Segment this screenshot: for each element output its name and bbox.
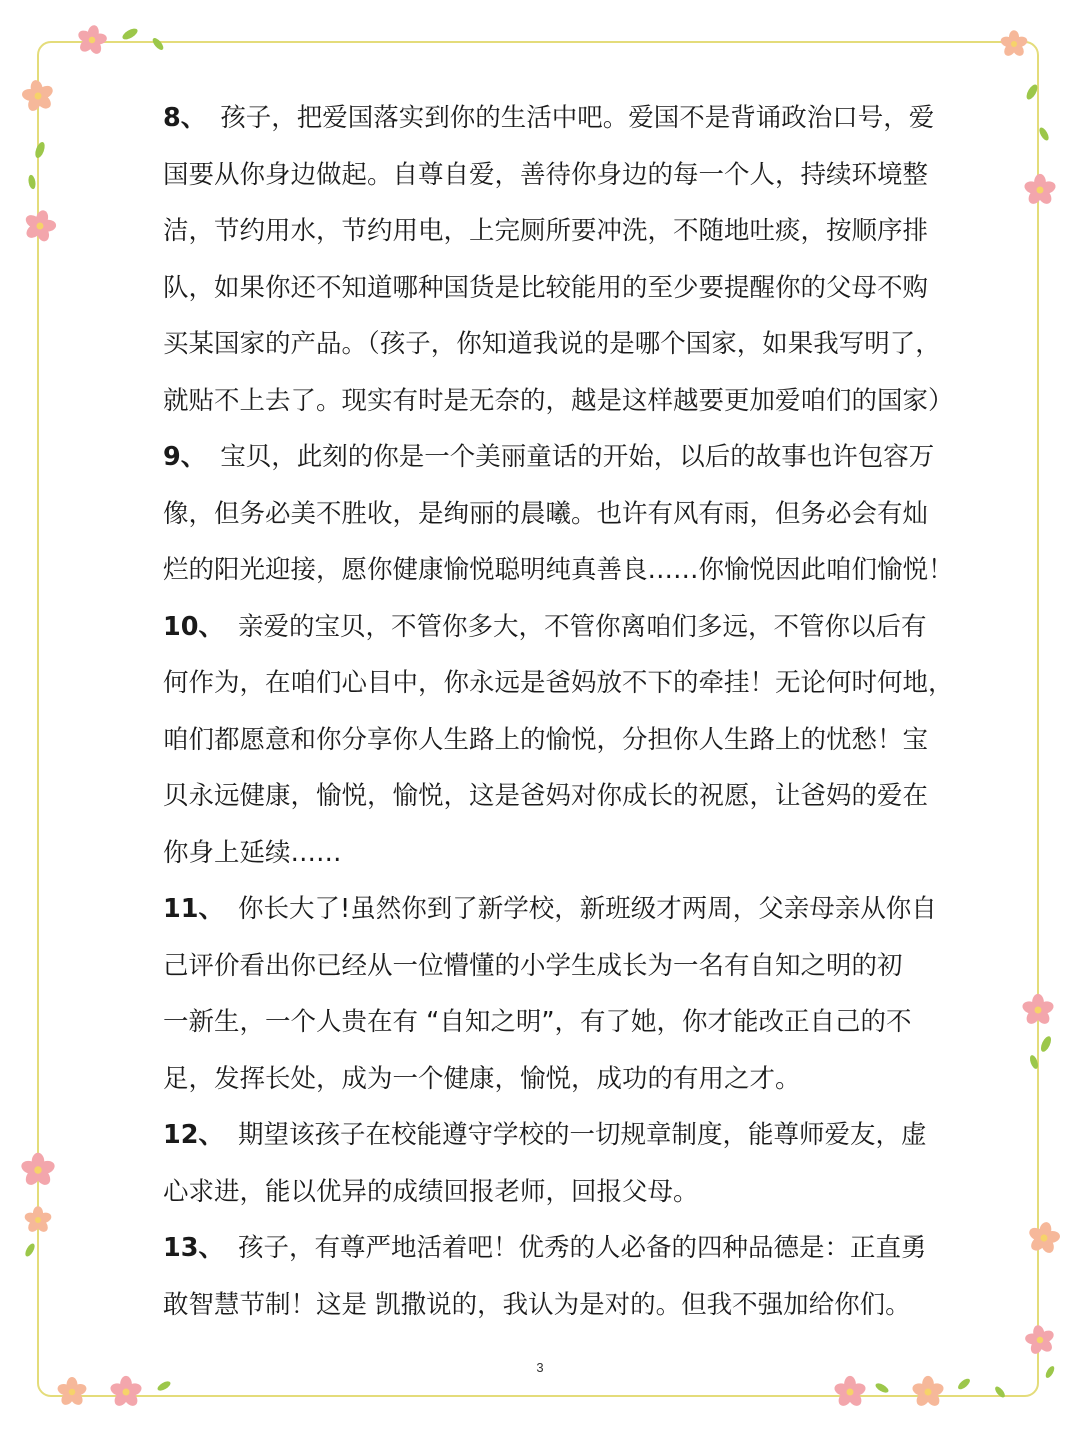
item-number: 13、 xyxy=(163,1233,224,1263)
leaf-icon xyxy=(956,1377,971,1391)
leaf-icon xyxy=(33,141,46,159)
text-line: 12、 期望该孩子在校能遵守学校的一切规章制度，能尊师爱友，虚 xyxy=(163,1120,927,1150)
leaf-icon xyxy=(874,1381,890,1394)
text-line: 你身上延续…… xyxy=(163,837,342,868)
text-line: 像，但务必美不胜收，是绚丽的晨曦。也许有风有雨，但务必会有灿 xyxy=(163,498,929,529)
flower-icon xyxy=(1021,994,1055,1027)
flower-icon xyxy=(19,206,61,246)
flower-icon xyxy=(23,1206,52,1234)
flower-icon xyxy=(911,1376,945,1409)
text-line: 烂的阳光迎接，愿你健康愉悦聪明纯真善良……你愉悦因此咱们愉悦！ xyxy=(163,555,954,585)
text-line: 队，如果你还不知道哪种国货是比较能用的至少要提醒你的父母不购 xyxy=(163,272,929,303)
flower-icon xyxy=(999,30,1028,58)
flower-icon xyxy=(833,1376,867,1409)
text-line: 11、 你长大了!虽然你到了新学校，新班级才两周，父亲母亲从你自 xyxy=(163,894,937,924)
leaf-icon xyxy=(1037,126,1050,142)
leaf-icon xyxy=(1024,83,1039,101)
text-line: 心求进，能以优异的成绩回报老师，回报父母。 xyxy=(163,1176,699,1207)
text-line: 何作为，在咱们心目中，你永远是爸妈放不下的牵挂！无论何时何地， xyxy=(163,668,954,698)
text-line: 8、 孩子，把爱国落实到你的生活中吧。爱国不是背诵政治口号，爱 xyxy=(163,103,935,133)
leaf-icon xyxy=(27,174,36,189)
item-number: 11、 xyxy=(163,894,224,924)
paragraph-8 xyxy=(163,90,954,429)
text-line: 13、 孩子，有尊严地活着吧！优秀的人必备的四种品德是：正直勇 xyxy=(163,1233,927,1263)
leaf-icon xyxy=(156,1379,172,1392)
flower-icon xyxy=(1022,1323,1059,1358)
text-line: 己评价看出你已经从一位懵懂的小学生成长为一名有自知之明的初 xyxy=(163,950,903,981)
leaf-icon xyxy=(1028,1054,1039,1070)
leaf-icon xyxy=(121,26,139,41)
flower-icon xyxy=(20,1153,57,1188)
paragraph-11 xyxy=(163,881,937,1107)
text-line: 咱们都愿意和你分享你人生路上的愉悦，分担你人生路上的忧愁！宝 xyxy=(163,724,929,755)
text-line: 洁，节约用水，节约用电，上完厕所要冲洗，不随地吐痰，按顺序排 xyxy=(163,216,929,246)
text-line: 贝永远健康，愉悦，愉悦，这是爸妈对你成长的祝愿，让爸妈的爱在 xyxy=(163,781,929,811)
paragraph-13 xyxy=(163,1220,927,1333)
flower-icon xyxy=(18,77,57,115)
text-line: 一新生，一个人贵在有 “自知之明”，有了她，你才能改正自己的不 xyxy=(163,1007,912,1037)
leaf-icon xyxy=(23,1242,36,1258)
flower-icon xyxy=(1023,174,1057,207)
item-number: 8、 xyxy=(163,103,207,133)
text-line: 足，发挥长处，成为一个健康，愉悦，成功的有用之才。 xyxy=(163,1063,801,1094)
paragraph-9 xyxy=(163,429,954,599)
item-number: 12、 xyxy=(163,1120,224,1150)
item-number: 10、 xyxy=(163,611,224,642)
leaf-icon xyxy=(1039,1035,1053,1054)
paragraph-12 xyxy=(163,1107,927,1220)
text-line: 买某国家的产品。（孩子，你知道我说的是哪个国家，如果我写明了， xyxy=(163,329,941,359)
text-line: 10、 亲爱的宝贝，不管你多大，不管你离咱们多远，不管你以后有 xyxy=(163,611,927,642)
page-number: 3 xyxy=(536,1360,544,1375)
text-line: 敢智慧节制！这是 凯撒说的，我认为是对的。但我不强加给你们。 xyxy=(163,1289,911,1320)
paragraph-10 xyxy=(163,599,954,882)
leaf-icon xyxy=(993,1385,1006,1399)
item-number: 9、 xyxy=(163,442,207,472)
text-line: 就贴不上去了。现实有时是无奈的，越是这样越要更加爱咱们的国家） xyxy=(163,385,954,416)
flower-icon xyxy=(109,1376,143,1409)
text-line: 国要从你身边做起。自尊自爱，善待你身边的每一个人，持续环境整 xyxy=(163,159,929,190)
flower-icon xyxy=(56,1377,88,1407)
flower-icon xyxy=(74,23,111,58)
flower-icon xyxy=(1024,1219,1063,1257)
leaf-icon xyxy=(151,36,165,51)
document-body xyxy=(163,90,954,1333)
text-line: 9、 宝贝，此刻的你是一个美丽童话的开始，以后的故事也许包容万 xyxy=(163,442,935,472)
